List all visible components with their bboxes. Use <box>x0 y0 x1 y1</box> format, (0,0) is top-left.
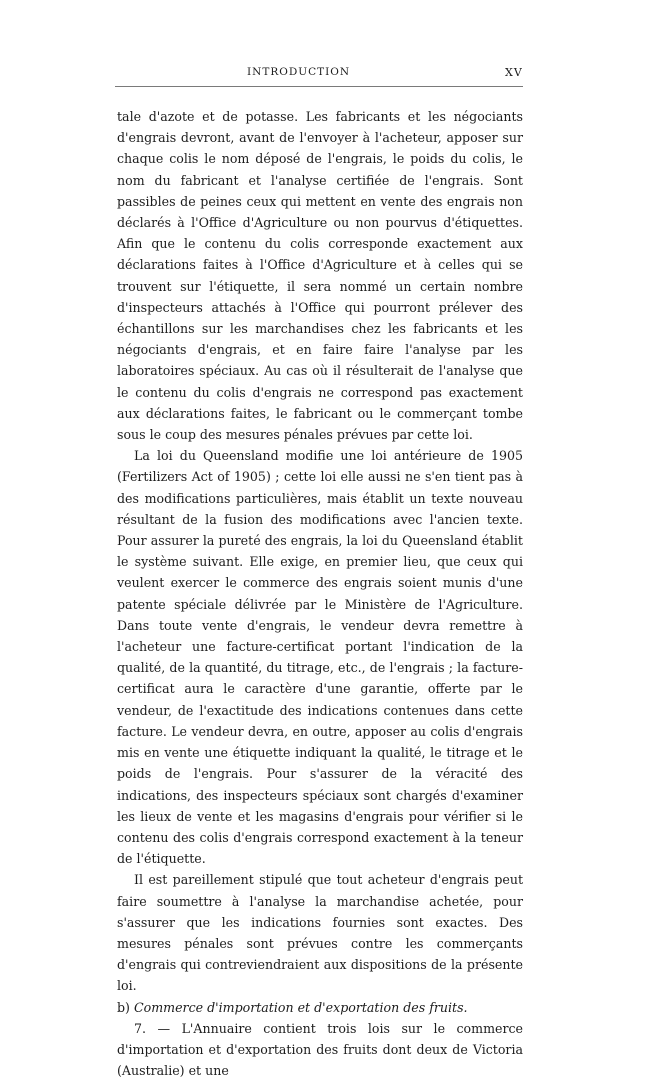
section-title: Commerce d'importation et d'exportation des fruits. <box>134 999 468 1015</box>
paragraph-queensland: La loi du Queensland modifie une loi antérieure de 1905 (Fertilizers Act of 1905) ; cette loi elle aussi ne s'en tient pas à des modifications particulières, mais établit un texte nouveau résultant de la fusion des modifications avec l'ancien texte. Pour assurer la pureté des engrais, la loi du Queensland établit le système suivant. Elle exige, en premier lieu, que ceux qui veulent exercer le commerce des engrais soient munis d'une patente spéciale délivrée par le Ministère de l'Agriculture. Dans toute vente d'engrais, le vendeur devra remettre à l'acheteur une facture-certificat portant l'indication de la qualité, de la quantité, du titrage, etc., de l'engrais ; la facture-certificat aura le caractère d'une garantie, offerte par le vendeur, de l'exactitude des indications contenues dans cette facture. Le vendeur devra, en outre, apposer au colis d'engrais mis en vente une étiquette indiquant la qualité, le titrage et le poids de l'engrais. Pour s'assurer de la véracité des indications, des inspecteurs spéciaux sont chargés d'examiner les lieux de vente et les magasins d'engrais pour vérifier si le contenu des colis d'engrais correspond exactement à la teneur de l'étiquette. <box>117 448 523 867</box>
paragraph-buyer-analysis: Il est pareillement stipulé que tout acheteur d'engrais peut faire soumettre à l'analyse la marchandise achetée, pour s'assurer que les indications fournies sont exactes. Des mesures pénales sont prévues contre les commerçants d'engrais qui contreviendraient aux dispositions de la présente loi. <box>117 872 523 994</box>
paragraph-continued: tale d'azote et de potasse. Les fabricants et les négociants d'engrais devront, avant de l'envoyer à l'acheteur, apposer sur chaque colis le nom déposé de l'engrais, le poids du colis, le nom du fabricant et l'analyse certifiée de l'engrais. Sont passibles de peines ceux qui mettent en vente des engrais non déclarés à l'Office d'Agriculture ou non pourvus d'étiquettes. Afin que le contenu du colis corresponde exactement aux déclarations faites à l'Office d'Agriculture et à celles qui se trouvent sur l'étiquette, il sera nommé un certain nombre d'inspecteurs attachés à l'Office qui pourront prélever des échantillons sur les marchandises chez les fabricants et les négociants d'engrais, et en faire faire l'analyse par les laboratoires spéciaux. Au cas où il résulterait de l'analyse que le contenu du colis d'engrais ne correspond pas exactement aux déclarations faites, le fabricant ou le commerçant tombe sous le coup des mesures pénales prévues par cette loi. <box>117 109 523 443</box>
section-letter: b) <box>117 999 130 1015</box>
paragraph-article-7: 7. — L'Annuaire contient trois lois sur le commerce d'importation et d'exportation des fruits dont deux de Victoria (Australie) et une <box>117 1020 523 1079</box>
page-header <box>0 66 649 86</box>
page-body <box>117 106 523 1081</box>
running-title: INTRODUCTION <box>247 66 351 78</box>
section-heading <box>117 997 523 1018</box>
page-number: XV <box>505 66 523 79</box>
header-rule <box>115 86 523 87</box>
